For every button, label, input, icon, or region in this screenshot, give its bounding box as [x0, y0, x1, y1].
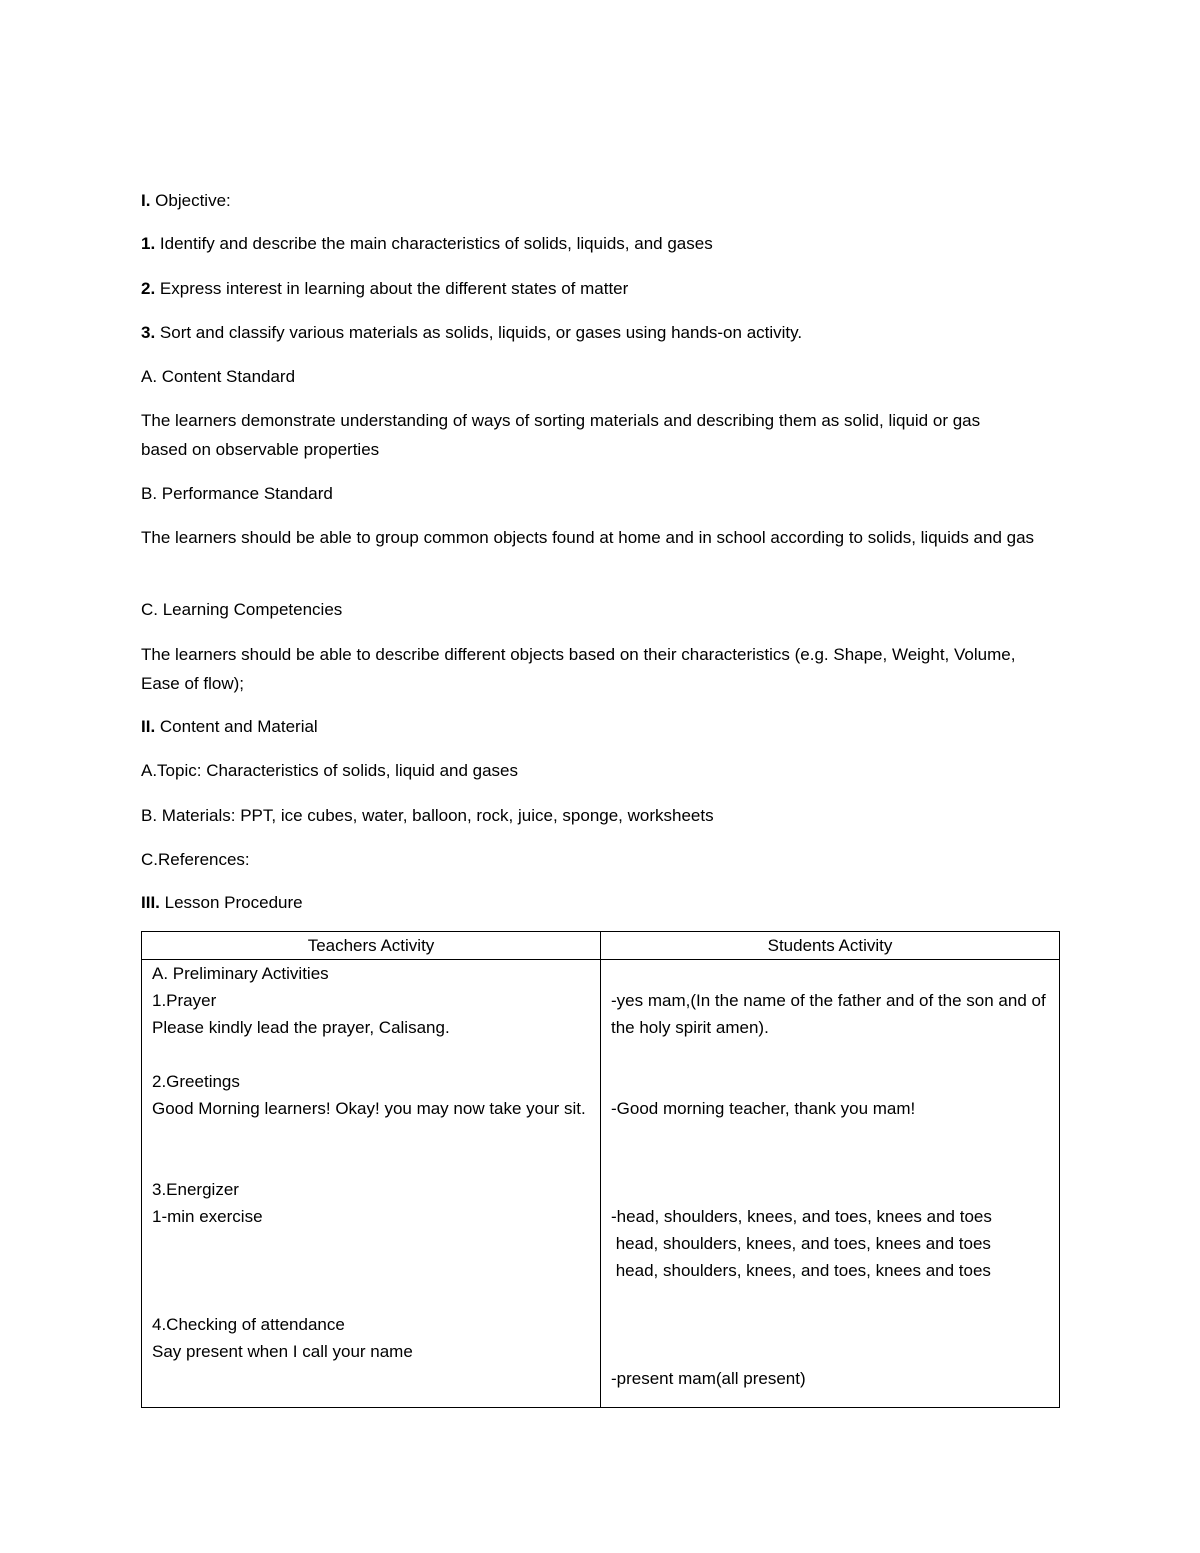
greetings-student-text: -Good morning teacher, thank you mam! — [611, 1099, 916, 1118]
prayer-student-text: -yes mam,(In the name of the father and of the son and of the holy spirit amen). — [611, 991, 1046, 1037]
attendance-student-text: -present mam(all present) — [611, 1369, 806, 1388]
table-header-row — [142, 932, 1060, 960]
lesson-procedure-label: Lesson Procedure — [159, 893, 303, 912]
objective-item-2 — [141, 274, 1050, 303]
lesson-procedure-number: III. — [141, 893, 160, 912]
teacher-activity-cell — [142, 960, 601, 1408]
learning-competencies-text: The learners should be able to describe different objects based on their characteristics (e.g. Shape, Weight, Volume, Ease of flow); — [141, 645, 1016, 693]
attendance-title: 4.Checking of attendance — [152, 1315, 345, 1334]
objective-item-1-text: Identify and describe the main characteristics of solids, liquids, and gases — [155, 234, 713, 253]
preliminary-activities-label: A. Preliminary Activities — [152, 964, 329, 983]
greetings-title: 2.Greetings — [152, 1072, 240, 1091]
objective-item-3-number: 3. — [141, 323, 156, 342]
attendance-teacher-text: Say present when I call your name — [152, 1342, 413, 1361]
materials-line: B. Materials: PPT, ice cubes, water, balloon, rock, juice, sponge, worksheets — [141, 806, 714, 825]
references-line: C.References: — [141, 850, 250, 869]
energizer-title: 3.Energizer — [152, 1180, 239, 1199]
performance-standard-text: The learners should be able to group common objects found at home and in school according to solids, liquids and gas — [141, 528, 1035, 547]
energizer-student-line-2: head, shoulders, knees, and toes, knees and toes — [611, 1234, 991, 1253]
objective-number: I. — [141, 191, 151, 210]
content-material-heading — [141, 712, 1050, 741]
learning-competencies-heading: C. Learning Competencies — [141, 600, 343, 619]
prayer-teacher-text: Please kindly lead the prayer, Calisang. — [152, 1018, 450, 1037]
student-activity-cell — [601, 960, 1060, 1408]
performance-standard-heading: B. Performance Standard — [141, 484, 333, 503]
objective-item-1-number: 1. — [141, 234, 156, 253]
content-material-number: II. — [141, 717, 156, 736]
energizer-student-line-3: head, shoulders, knees, and toes, knees and toes — [611, 1261, 991, 1280]
objective-label: Objective: — [150, 191, 231, 210]
objective-item-2-number: 2. — [141, 279, 156, 298]
lesson-procedure-table — [141, 931, 1060, 1408]
lesson-procedure-heading — [141, 888, 1050, 917]
teachers-activity-header: Teachers Activity — [142, 932, 601, 960]
topic-line: A.Topic: Characteristics of solids, liquid and gases — [141, 761, 519, 780]
objective-item-3-text: Sort and classify various materials as solids, liquids, or gases using hands-on activity. — [155, 323, 803, 342]
objective-item-2-text: Express interest in learning about the different states of matter — [155, 279, 629, 298]
objective-item-1 — [141, 229, 1050, 258]
content-material-label: Content and Material — [155, 717, 318, 736]
content-standard-text: The learners demonstrate understanding of ways of sorting materials and describing them as solid, liquid or gas based on observable properties — [141, 411, 981, 459]
table-row — [142, 960, 1060, 1408]
content-standard-heading: A. Content Standard — [141, 367, 296, 386]
objective-heading — [141, 186, 1050, 215]
objective-item-3 — [141, 318, 1050, 347]
prayer-title: 1.Prayer — [152, 991, 217, 1010]
students-activity-header: Students Activity — [601, 932, 1060, 960]
energizer-teacher-text: 1-min exercise — [152, 1207, 263, 1226]
greetings-teacher-text: Good Morning learners! Okay! you may now take your sit. — [152, 1099, 586, 1118]
energizer-student-line-1: -head, shoulders, knees, and toes, knees and toes — [611, 1207, 992, 1226]
